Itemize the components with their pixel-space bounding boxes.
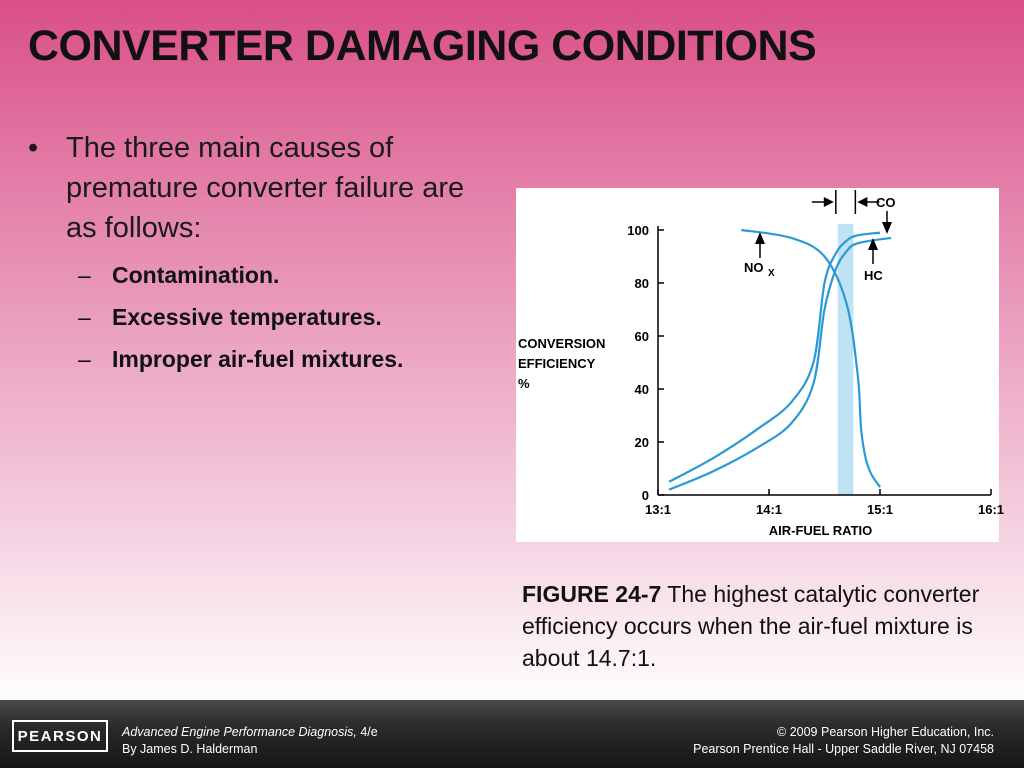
footer-copyright-info [693,724,994,758]
x-tick-label: 16:1 [977,502,1005,517]
main-bullet-text: The three main causes of premature converter failure are as follows: [66,132,465,244]
y-tick-label: 80 [634,276,649,291]
sub-bullet [28,254,498,296]
sub-bullet-list [28,254,498,380]
y-tick-label: 60 [634,329,649,344]
y-axis-label-line: EFFICIENCY [518,356,596,371]
y-axis-label-line: % [518,376,530,391]
band-arrow-left-head [824,197,834,207]
sub-bullet [28,296,498,338]
y-tick-label: 0 [641,488,649,503]
main-bullet [28,128,498,248]
x-tick-label: 14:1 [755,502,783,517]
y-tick-label: 100 [627,223,649,238]
footer-publisher: Pearson Prentice Hall - Upper Saddle River, NJ 07458 [693,742,994,756]
slide-title: CONVERTER DAMAGING CONDITIONS [28,22,817,70]
sub-bullet-text: Improper air-fuel mixtures. [112,346,404,372]
bullet-marker: • [28,132,39,164]
x-axis-label: AIR-FUEL RATIO [768,523,873,538]
figure-caption-label: FIGURE 24-7 [522,581,662,607]
conversion-efficiency-chart [516,188,1005,542]
sub-bullet-marker: – [78,262,91,288]
band-arrow-right-head [857,197,867,207]
co-pointer-arrowhead [882,222,892,234]
footer-author: By James D. Halderman [122,742,258,756]
x-tick-label: 13:1 [644,502,672,517]
pearson-logo: PEARSON [12,720,108,752]
sub-bullet [28,338,498,380]
co-label: CO [876,195,896,210]
sub-bullet-text: Contamination. [112,262,280,288]
footer-edition: 4/e [356,725,378,739]
nox-label: NO [744,260,764,275]
bullet-list [28,128,498,380]
y-axis-label-line: CONVERSION [518,336,606,351]
figure-caption [522,578,992,674]
y-tick-label: 40 [634,382,649,397]
footer-book-title: Advanced Engine Performance Diagnosis, [122,725,357,739]
series-line-hc [669,238,891,490]
y-tick-label: 20 [634,435,649,450]
footer-book-info [122,724,378,758]
sub-bullet-marker: – [78,346,91,372]
figure-chart [516,188,1005,542]
sub-bullet-marker: – [78,304,91,330]
footer-copyright: © 2009 Pearson Higher Education, Inc. [777,725,994,739]
x-tick-label: 15:1 [866,502,894,517]
hc-label: HC [864,268,883,283]
optimal-ratio-band [838,224,854,495]
nox-label-subscript: X [768,268,775,279]
sub-bullet-text: Excessive temperatures. [112,304,382,330]
footer-bar [0,700,1024,768]
figure-caption-text: The highest catalytic converter efficiency occurs when the air-fuel mixture is about 14.7:1. [522,581,980,671]
